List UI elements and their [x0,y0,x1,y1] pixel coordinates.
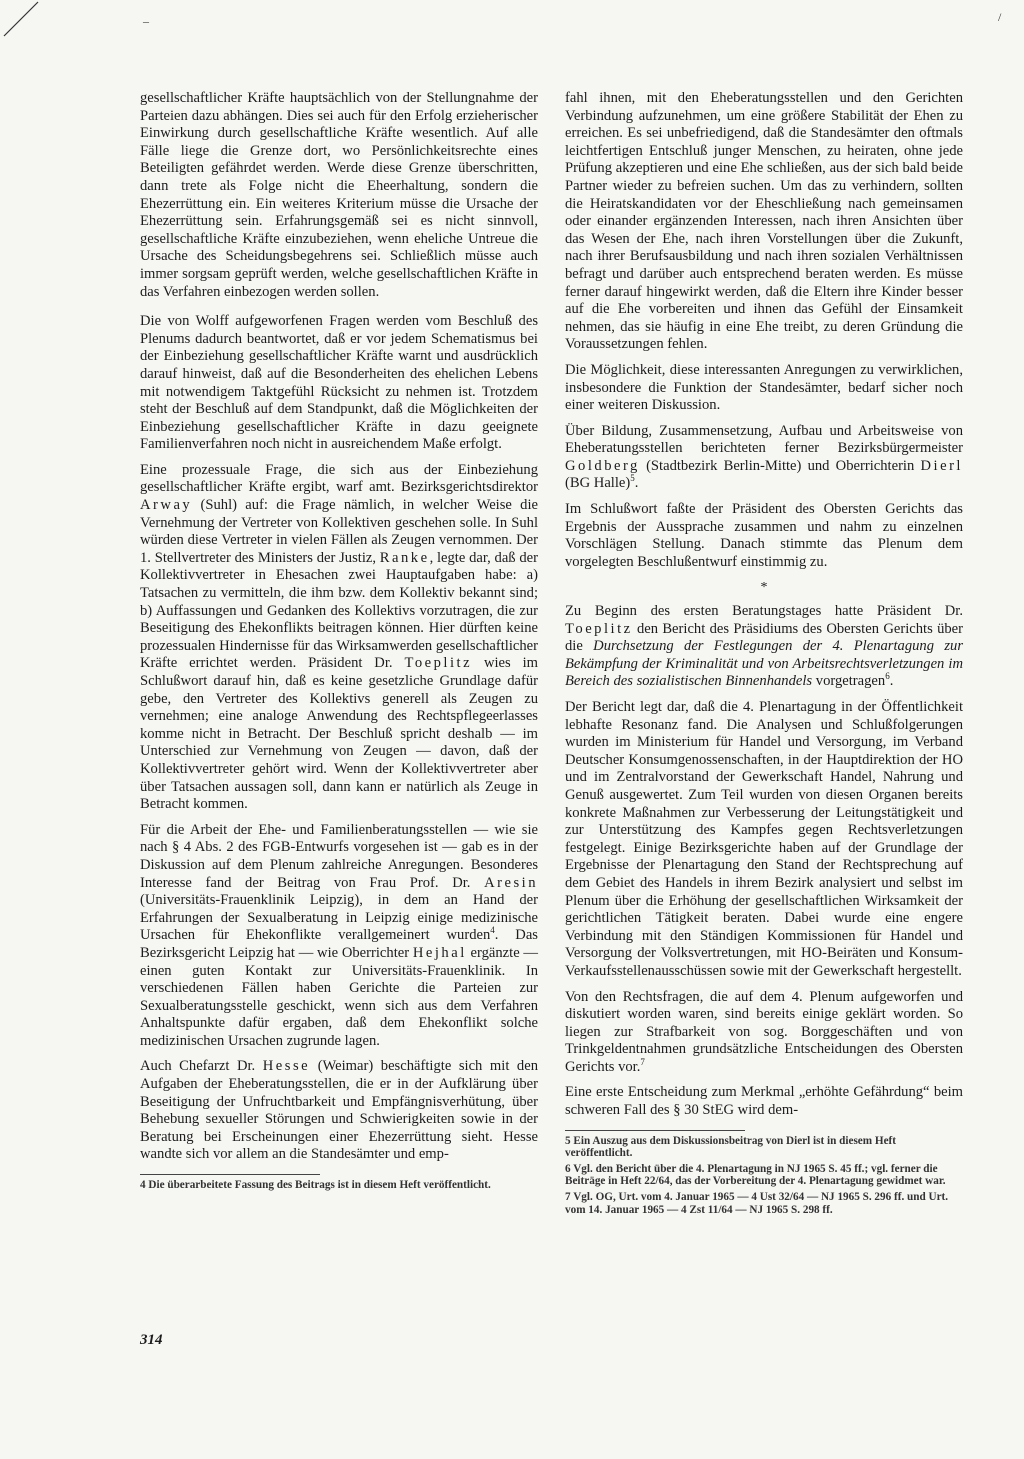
right-column [565,90,963,1219]
person-name: Aresin [484,874,538,891]
left-column [140,90,538,1195]
footnote-ref: 6 [885,671,890,682]
person-name: Hesse [262,1058,311,1075]
text-run: (Suhl) auf: die Frage nämlich, in welcher Weise die Vernehmung der Vertreter von Kollektiven geschehen solle. In Suhl würden diese Vertreter in vielen Fällen als Zeugen vernommen. Der 1. Stellvertreter des Ministers der Justiz, [140,497,538,566]
text-run: . [634,475,639,492]
person-name: Goldberg [565,457,640,474]
left-paragraph-5 [140,1058,538,1164]
text-run: Auch Chefarzt Dr. [140,1058,256,1075]
footnote-5: 5 Ein Auszug aus dem Diskussionsbeitrag von Dierl ist in diesem Heft veröffentlicht. [565,1134,896,1160]
left-paragraph-3 [140,462,538,814]
right-paragraph-4: Im Schlußwort faßte der Präsident des Obersten Gerichts das Ergebnis der Aussprache zusammen und nahm zu einzelnen Vorschlägen Stellung. Danach stimmte das Plenum dem vorgelegten Beschlußentwurf einstimmig zu. [565,501,963,570]
italic-title: Durchsetzung der Festlegungen der 4. Plenartagung zur Bekämpfung der Kriminalität und von Arbeitsrechtsverletzungen im Bereich des sozialistischen Binnenhandels [565,638,963,690]
text-run: . [889,673,894,690]
text-run: (Weimar) beschäftigte sich mit den Aufgaben der Eheberatungsstellen, die er in der Aufklärung über Beseitigung der Unfruchtbarkeit und Empfängnisverhütung, über Behebung sexueller Störungen und Schwierigkeiten sowie in der Beratung bei Erscheinungen einer Ehezerrüttung sieht. Hesse wandte sich vor allem an die Standesämter und emp- [140,1058,538,1163]
text-run: (Universitäts-Frauenklinik Leipzig), in dem an Hand der Erfahrungen der Sexualberatung in Leipzig einige medizinische Ursachen für Ehekonflikte verallgemeinert wurden [140,892,538,944]
person-name: Arway [140,497,193,514]
right-paragraph-1: fahl ihnen, mit den Eheberatungsstellen und den Gerichten Verbindung aufzunehmen, um eine größere Stabilität der Ehen zu erreichen. Es sei unbefriedigend, daß die Standesämter den oftmals leichtfertigen Entschluß junger Menschen, zu heiraten, ohne jede Prüfung akzeptieren und eine Ehe schließen, aus der sich bald beide Partner wieder zu befreien suchen. Um das zu verhindern, sollten die Heiratskandidaten vor der Eheschließung nach gemeinsamen oder einander ergänzenden Interessen, nach ihren Ansichten über das Wesen der Ehe, nach ihren Vorstellungen über die Zukunft, nach ihrer Berufsausbildung und nach ihren sozialen Verhältnissen befragt und darüber auch entsprechend beraten werden. Es müsse ferner darauf hingewirkt werden, daß die Eltern ihre Kinder besser auf die Ehe vorbereiten und ihnen das Gefühl der Einsamkeit nehmen, das sie häufig in eine Ehe treibt, zu deren Gründung die Voraussetzungen fehlen. [565,90,963,353]
right-paragraph-3 [565,423,963,493]
section-separator-star: * [760,580,768,596]
right-paragraph-6: Der Bericht legt dar, daß die 4. Plenartagung in der Öffentlichkeit lebhafte Resonanz fand. Die Analysen und Schlußfolgerungen wurden im Ministerium für Handel und Versorgung, im Verband Deutscher Konsumgenossenschaften, in der Hauptdirektion der HO und im Zentralvorstand der Gewerkschaft Handel, Nahrung und Genuß ausgewertet. Zum Teil wurden von diesen Organen bereits konkrete Maßnahmen zur Verbesserung der Leitungstätigkeit und zur Unterstützung des Kampfes gegen Rechtsverletzungen festgelegt. Einige Bezirksgerichte haben auf der Grundlage der Ergebnisse der Plenartagung den Stand der Rechtsprechung auf dem Gebiet des Handels in ihrem Bezirk analysiert und selbst im Plenum über die Erhöhung der gesellschaftlichen Wirksamkeit der gerichtlichen Tätigkeit beraten. Dabei wurde eine engere Verbindung mit den Ständigen Kommissionen für Handel und Versorgung der Volksvertretungen, mit HO-Beiräten und Konsum-Verkaufsstellenausschüssen sowie mit der Gewerkschaft hergestellt. [565,699,963,979]
left-paragraph-4 [140,822,538,1051]
text-run: (BG Halle) [565,475,631,492]
footnote-rule [565,1130,745,1131]
footnote-4: 4 Die überarbeitete Fassung des Beitrags ist in diesem Heft veröffentlicht. [140,1179,491,1192]
scan-tick-mark: / [998,10,1002,24]
footnote-6: 6 Vgl. den Bericht über die 4. Plenartagung in NJ 1965 S. 45 ff.; vgl. ferner die Beiträge in Heft 22/64, das der Vorbereitung der 4. Plenartagung gewidmet war. [565,1162,946,1188]
scan-dash-mark: – [143,14,149,28]
text-run: Eine prozessuale Frage, die sich aus der Einbeziehung gesellschaftlicher Kräfte ergibt, warf amt. Bezirksgerichtsdirektor [140,461,538,496]
text-run: . Das Bezirksgericht Leipzig hat — wie Oberrichter [140,927,538,961]
footnote-ref: 5 [630,473,635,484]
footnotes-right [565,1135,963,1217]
text-run: , legte dar, daß der Kollektivvertreter in Ehesachen zwei Hauptaufgaben habe: a) Tatsachen zu vermitteln, die ihm bzw. dem Kollektiv bekannt sind; b) Auffassungen und Gedanken des Kollektivs vorzutragen, die zur Beseitigung des Ehekonflikts beitragen können. Hier dürften keine prozessualen Hindernisse für das Wirksamwerden gesellschaftlicher Kräfte errichtet werden. Präsident Dr. [140,549,538,672]
text-run: Über Bildung, Zusammensetzung, Aufbau und Arbeitsweise von Eheberatungsstellen berichteten ferner Bezirksbürgermeister [565,422,963,457]
right-paragraph-8: Eine erste Entscheidung zum Merkmal „erhöhte Gefährdung“ beim schweren Fall des § 30 StEG wird dem- [565,1084,963,1119]
page-number: 314 [140,1332,163,1348]
text-run: vorgetragen [815,673,886,690]
text-run: Für die Arbeit der Ehe- und Familienberatungsstellen — wie sie nach § 4 Abs. 2 des FGB-Entwurfs vorgesehen ist — gab es in der Diskussion auf dem Plenum zahlreiche Anregungen. Besonderes Interesse fand der Beitrag von Frau Prof. Dr. [140,821,538,891]
person-name: Ranke [379,549,430,566]
left-paragraph-2: Die von Wolff aufgeworfenen Fragen werden vom Beschluß des Plenums dadurch beantwortet, daß er vor jedem Schematismus bei der Einbeziehung gesellschaftlicher Kräfte warnt und ausdrücklich darauf hinweist, daß auf die Besonderheiten des ehelichen Lebens mit notwendigem Taktgefühl Rücksicht zu nehmen ist. Trotzdem steht der Beschluß auf dem Standpunkt, daß die Möglichkeiten der Einbeziehung gesellschaftlicher Kräfte in dazu geeignete Familienverfahren noch nicht in ausreichendem Maße erfolgt. [140,313,538,453]
person-name: Dierl [920,457,963,474]
footnote-7: 7 Vgl. OG, Urt. vom 4. Januar 1965 — 4 Ust 32/64 — NJ 1965 S. 296 ff. und Urt. vom 14. Januar 1965 — 4 Zst 11/64 — NJ 1965 S. 298 ff. [565,1191,949,1216]
text-run: wies im Schlußwort darauf hin, daß es keine gesetzliche Grundlage dafür gebe, den Vertreter des Kollektivs generell als Zeugen zu vernehmen; eine analoge Anwendung des Rechtspflegeerlasses komme nicht in Betracht. Der Beschluß spricht deshalb — im Unterschied zur Vernehmung von Zeugen — davon, daß der Kollektivvertreter gehört wird. Wenn der Kollektivvertreter aber über Tatsachen aussagen soll, dann kann er natürlich als Zeuge in Betracht kommen. [140,655,538,813]
right-paragraph-5 [565,603,963,691]
footnote-rule [140,1174,320,1175]
footnotes-left [140,1179,538,1192]
person-name: Toeplitz [565,620,633,637]
text-run: Von den Rechtsfragen, die auf dem 4. Plenum aufgeworfen und diskutiert worden waren, sind bereits einige geklärt worden. So liegen zur Strafbarkeit von sog. Borggeschäften und von Trinkgeldentnahmen grundsätzliche Entscheidungen des Obersten Gerichts vor. [565,988,963,1075]
right-paragraph-7 [565,989,963,1077]
text-run: Zu Beginn des ersten Beratungstages hatte Präsident Dr. [565,603,963,620]
right-paragraph-2: Die Möglichkeit, diese interessanten Anregungen zu verwirklichen, insbesondere die Funktion der Standesämter, bedarf sicher noch einer weiteren Diskussion. [565,361,963,414]
left-paragraph-1: gesellschaftlicher Kräfte hauptsächlich von der Stellungnahme der Parteien dazu abhängen. Dies sei auch für den Erfolg erzieherischer Einwirkung durch gesellschaftliche Kräfte wesentlich. Auf alle Fälle liege die Grenze dort, wo Persönlichkeitsrechte eines Beteiligten gefährdet werden. Werde diese Grenze überschritten, dann trete als Folge nicht die Eheerhaltung, sondern die Ehezerrüttung ein. Ein weiteres Kriterium müsse die Ursache der Ehezerrüttung sein. Erfahrungsgemäß sei es nicht sinnvoll, gesellschaftliche Kräfte einzubeziehen, wenn eheliche Untreue die Ursache des Scheidungsbegehrens sei. Schließlich müsse auch immer sorgsam geprüft werden, welche gesellschaftlichen Kräfte in das Verfahren einbezogen werden sollen. [140,90,538,300]
footnote-ref: 7 [640,1057,645,1068]
footnote-ref: 4 [490,925,495,936]
text-run: den Bericht des Präsidiums des Obersten Gerichts über die [565,620,964,655]
person-name: Hejhal [412,944,467,961]
person-name: Toeplitz [404,655,473,672]
corner-scan-mark [0,0,60,40]
text-run: ergänzte — einen guten Kontakt zur Universitäts-Frauenklinik. In verschiedenen Fällen haben Gerichte die Parteien zur Sexualberatungsstelle geschickt, wenn sich aus dem Verfahren Anhaltspunkte dafür ergaben, daß dem Ehekonflikt solche medizinischen Ursachen zugrunde lagen. [140,944,538,1049]
text-run: (Stadtbezirk Berlin-Mitte) und Oberrichterin [646,457,915,474]
